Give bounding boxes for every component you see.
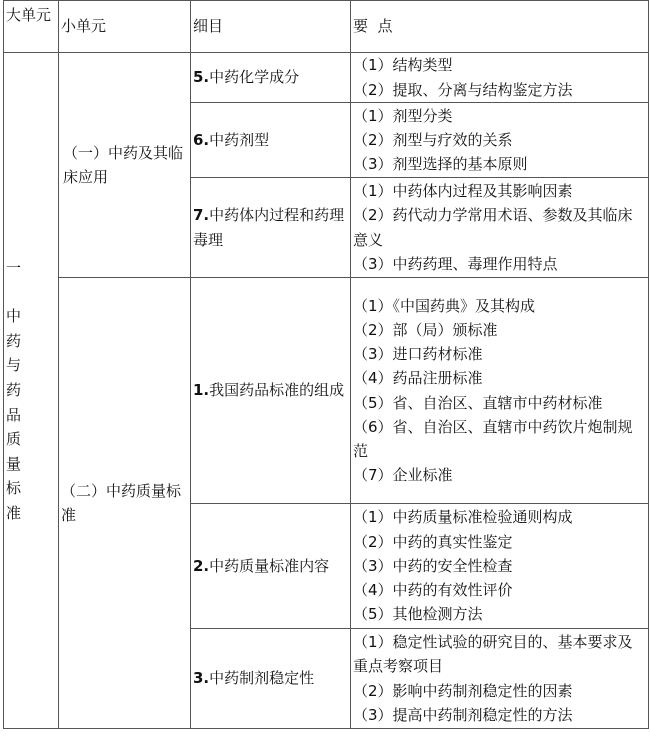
point: （2）影响中药制剂稳定性的因素 xyxy=(353,681,573,700)
item-cell xyxy=(191,103,351,178)
point: （2）药代动力学常用术语、参数及其临床意义 xyxy=(353,206,633,249)
big-unit-char: 质 xyxy=(6,430,22,449)
item-cell xyxy=(191,178,351,278)
point: （1）稳定性试验的研究目的、基本要求及重点考察项目 xyxy=(353,633,633,676)
point: （6）省、自治区、直辖市中药饮片炮制规范 xyxy=(353,417,633,460)
point: （3）提高中药制剂稳定性的方法 xyxy=(353,705,573,724)
points-cell xyxy=(351,53,649,103)
point: （5）其他检测方法 xyxy=(353,605,483,624)
point: （2）部（局）颁标准 xyxy=(353,320,498,339)
item-title: 中药质量标准内容 xyxy=(209,556,330,575)
item-title: 我国药品标准的组成 xyxy=(209,381,345,400)
item-cell xyxy=(191,629,351,729)
points-cell xyxy=(351,178,649,278)
header-small-unit: 小单元 xyxy=(59,1,191,53)
item-num: 6. xyxy=(193,130,210,149)
header-big-unit: 大单元 xyxy=(4,1,59,53)
points-cell xyxy=(351,504,649,629)
small-unit-2: （二）中药质量标准 xyxy=(59,278,191,729)
point: （7）企业标准 xyxy=(353,466,453,485)
item-title: 中药制剂稳定性 xyxy=(209,669,315,688)
syllabus-table xyxy=(3,0,649,729)
item-num: 7. xyxy=(193,206,210,225)
small-unit-1: （一）中药及其临床应用 xyxy=(59,53,191,278)
item-title: 中药剂型 xyxy=(209,130,270,149)
item-title: 中药体内过程和药理毒理 xyxy=(193,206,345,249)
point: （4）药品注册标准 xyxy=(353,369,483,388)
point: （3）中药药理、毒理作用特点 xyxy=(353,254,558,273)
item-cell xyxy=(191,504,351,629)
item-cell xyxy=(191,278,351,504)
point: （1）剂型分类 xyxy=(353,106,453,125)
item-num: 3. xyxy=(193,669,210,688)
item-num: 2. xyxy=(193,556,210,575)
big-unit-char: 准 xyxy=(6,503,22,522)
point: （3）进口药材标准 xyxy=(353,345,483,364)
points-cell xyxy=(351,278,649,504)
big-unit-char: 量 xyxy=(6,454,22,473)
point: （4）中药的有效性评价 xyxy=(353,581,513,600)
header-row xyxy=(4,1,649,53)
big-unit-num: 一 xyxy=(6,258,22,277)
big-unit-char: 药 xyxy=(6,380,22,399)
big-unit-cell xyxy=(4,53,59,729)
big-unit-char: 与 xyxy=(6,356,22,375)
point: （1）中药体内过程及其影响因素 xyxy=(353,182,573,201)
big-unit-char: 中 xyxy=(6,307,22,326)
point: （2）提取、分离与结构鉴定方法 xyxy=(353,80,573,99)
header-points: 要 点 xyxy=(351,1,649,53)
point: （1）结构类型 xyxy=(353,56,453,75)
point: （3）中药的安全性检查 xyxy=(353,556,513,575)
item-num: 5. xyxy=(193,68,210,87)
point: （2）剂型与疗效的关系 xyxy=(353,130,513,149)
item-num: 1. xyxy=(193,381,210,400)
point: （3）剂型选择的基本原则 xyxy=(353,155,528,174)
point: （1）《中国药典》及其构成 xyxy=(353,296,536,315)
point: （5）省、自治区、直辖市中药材标准 xyxy=(353,393,603,412)
header-item: 细目 xyxy=(191,1,351,53)
item-cell xyxy=(191,53,351,103)
table-row xyxy=(4,278,649,504)
item-title: 中药化学成分 xyxy=(209,68,300,87)
point: （2）中药的真实性鉴定 xyxy=(353,532,513,551)
points-cell xyxy=(351,103,649,178)
big-unit-char: 标 xyxy=(6,479,22,498)
big-unit-char: 药 xyxy=(6,331,22,350)
point: （1）中药质量标准检验通则构成 xyxy=(353,508,573,527)
big-unit-char: 品 xyxy=(6,405,22,424)
points-cell xyxy=(351,629,649,729)
table-row xyxy=(4,53,649,103)
